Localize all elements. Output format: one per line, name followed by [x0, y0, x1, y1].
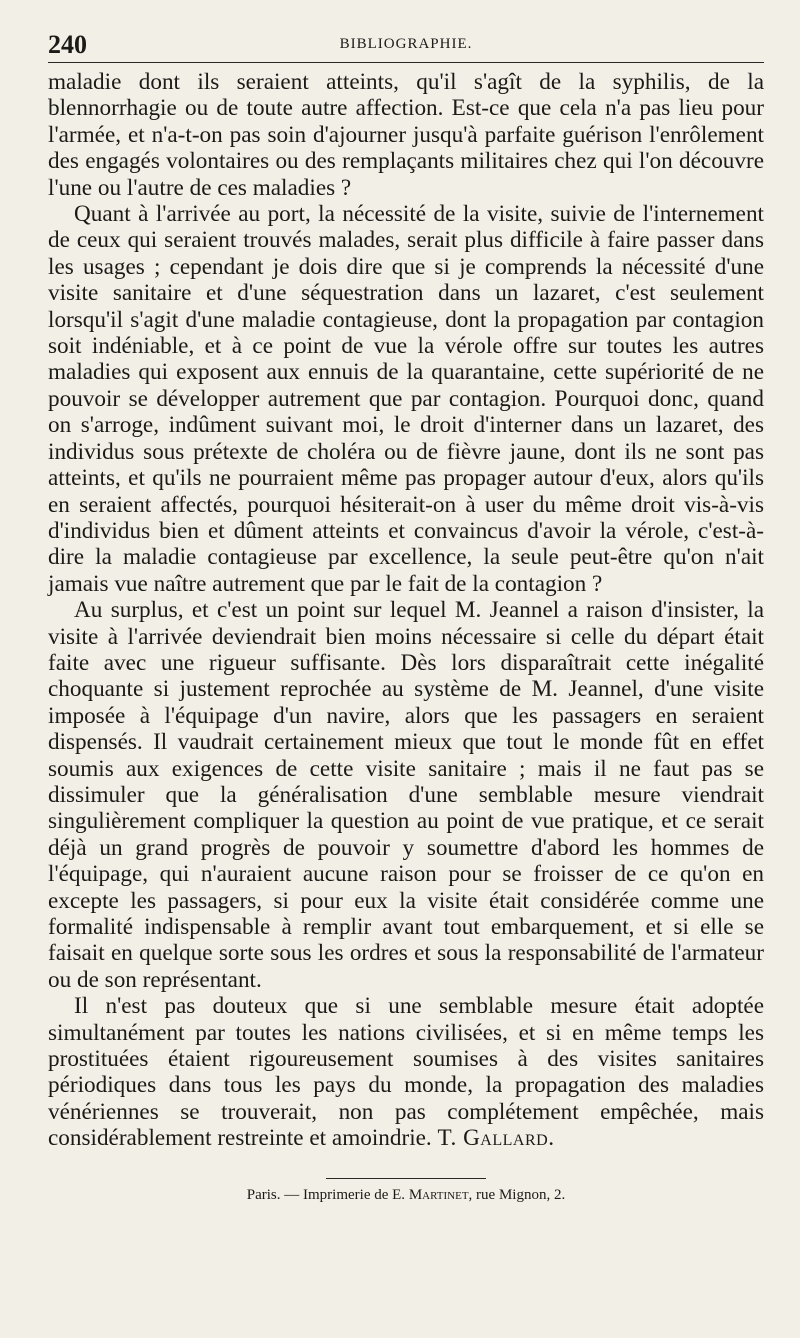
imprint-prefix: Paris. — Imprimerie de E.: [246, 1186, 406, 1203]
running-title: BIBLIOGRAPHIE.: [339, 36, 473, 52]
paragraph-1: maladie dont ils seraient atteints, qu'il s'agît de la syphilis, de la blennorrhagie ou de toute autre affection. Est-ce que cela n'a pas lieu pour l'armée, et n'a-t-on pas soin d'ajourner jusqu'à parfaite guérison l'enrôlement des engagés volontaires ou des remplaçants militaires chez qui l'on découvre l'une ou l'autre de ces maladies ?: [48, 69, 764, 201]
imprint-suffix: , rue Mignon, 2.: [468, 1186, 566, 1203]
author-signature: T. Gallard.: [437, 1125, 555, 1152]
printer-imprint: [48, 1187, 764, 1204]
paragraph-2: Quant à l'arrivée au port, la nécessité de la visite, suivie de l'internement de ceux qui seraient trouvés malades, serait plus difficile à faire passer dans les usages ; cependant je dois dire que si je comprends la nécessité d'une visite sanitaire et d'une séquestration dans un lazaret, c'est seulement lorsqu'il s'agit d'une maladie contagieuse, dont la propagation par contagion soit indéniable, et à ce point de vue la vérole offre sur toutes les autres maladies qui exposent aux ennuis de la quarantaine, cette supériorité de ne pouvoir se développer autrement que par contagion. Pourquoi donc, quand on s'arroge, indûment suivant moi, le droit d'interner dans un lazaret, des individus sous prétexte de choléra ou de fièvre jaune, dont ils ne sont pas atteints, et qu'ils ne pourraient même pas propager autour d'eux, alors qu'ils en seraient affectés, pourquoi hésiterait-on à user du même droit vis-à-vis d'individus bien et dûment atteints et convaincus d'avoir la vérole, c'est-à-dire la maladie contagieuse par excellence, la seule peut-être qu'on n'ait jamais vue naître autrement que par le fait de la contagion ?: [48, 201, 764, 597]
body-text: [48, 69, 764, 1152]
paragraph-4-text: Il n'est pas douteux que si une semblable mesure était adoptée simultanément par toutes les nations civilisées, et si en même temps les prostituées étaient rigoureusement soumises à des visites sanitaires périodiques dans tous les pays du monde, la propagation des maladies vénériennes se trouverait, non pas complétement empêchée, mais considérablement restreinte et amoindrie.: [48, 993, 764, 1152]
imprint-printer: Martinet: [408, 1186, 469, 1203]
page-number: 240: [48, 30, 87, 59]
paragraph-3: Au surplus, et c'est un point sur lequel M. Jeannel a raison d'insister, la visite à l'arrivée deviendrait bien moins nécessaire si celle du départ était faite avec une rigueur suffisante. Dès lors disparaîtrait cette inégalité choquante si justement reprochée au système de M. Jeannel, d'une visite imposée à l'équipage d'un navire, alors que les passagers en seraient dispensés. Il vaudrait certainement mieux que tout le monde fût en effet soumis aux exigences de cette visite sanitaire ; mais il ne faut pas se dissimuler que la généralisation d'une semblable mesure viendrait singulièrement compliquer la question au point de vue pratique, et ce serait déjà un grand progrès de pouvoir y soumettre d'abord les hommes de l'équipage, qui n'auraient aucune raison pour se froisser de ce qu'on en excepte les passagers, si pour eux la visite était considérée comme une formalité indispensable à remplir avant tout embarquement, et si elle se faisait en quelque sorte sous les ordres et sous la responsabilité de l'armateur ou de son représentant.: [48, 597, 764, 993]
running-head: [48, 30, 764, 63]
paragraph-4: [48, 993, 764, 1151]
footer-rule: [326, 1178, 486, 1179]
